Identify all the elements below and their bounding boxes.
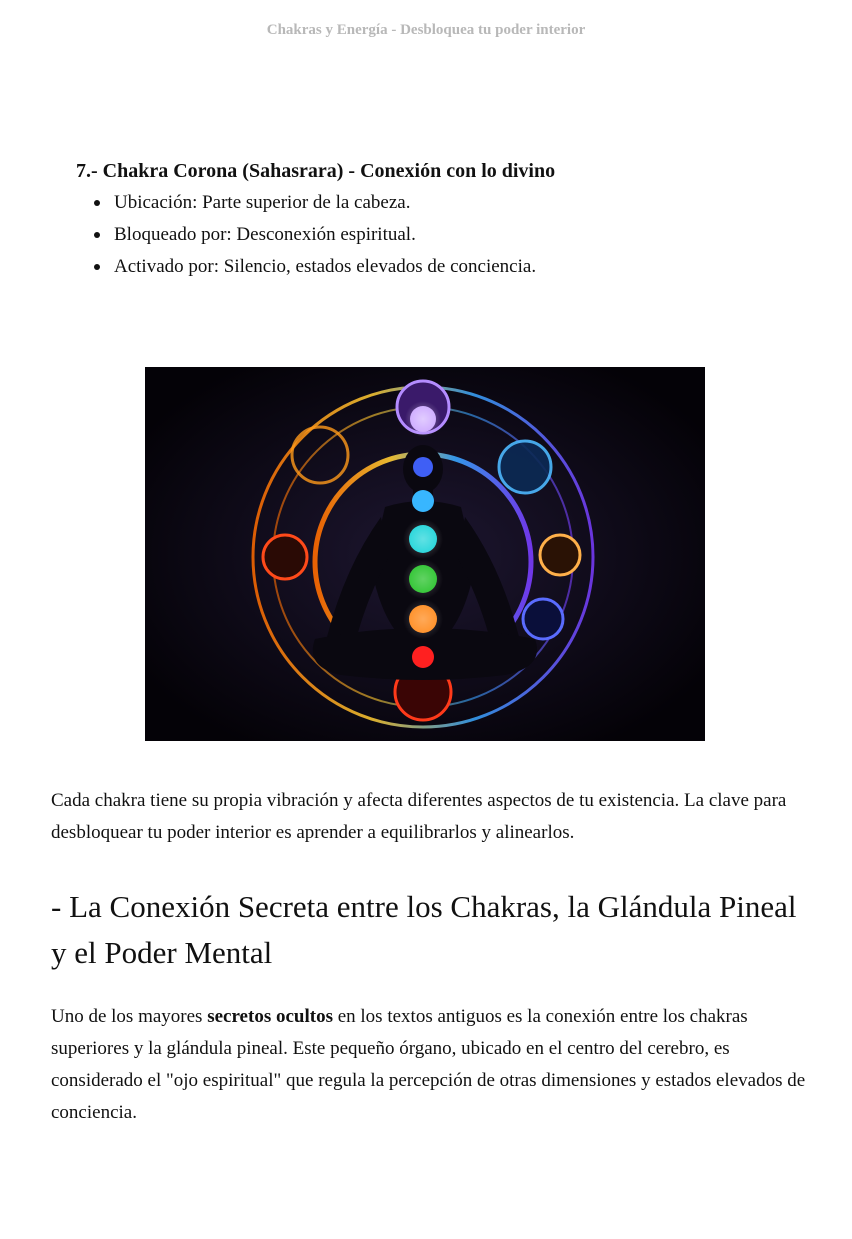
section-heading: - La Conexión Secreta entre los Chakras, la Glándula Pineal y el Poder Mental	[51, 889, 797, 970]
section-title: 7.- Chakra Corona (Sahasrara) - Conexión con lo divino	[76, 160, 556, 182]
chakra-illustration-svg	[145, 367, 705, 741]
list-item-text: Activado por: Silencio, estados elevados de conciencia.	[114, 256, 537, 277]
list-item-text: Bloqueado por: Desconexión espiritual.	[114, 224, 416, 245]
paragraph: Cada chakra tiene su propia vibración y afecta diferentes aspectos de tu existencia. La clave para desbloquear tu poder interior es aprender a equilibrarlos y alinearlos.	[51, 790, 787, 843]
paragraph	[51, 1001, 811, 1129]
list-item	[114, 219, 776, 251]
bullet-icon	[94, 264, 100, 270]
chakra-illustration	[145, 367, 705, 741]
chakra-section	[76, 157, 776, 283]
bullet-list	[76, 187, 776, 283]
list-item	[114, 187, 776, 219]
paragraph-text: Uno de los mayores	[51, 1006, 208, 1027]
running-header: Chakras y Energía - Desbloquea tu poder interior	[266, 22, 586, 38]
list-item	[114, 251, 776, 283]
bullet-icon	[94, 200, 100, 206]
list-item-text: Ubicación: Parte superior de la cabeza.	[114, 192, 411, 213]
bullet-icon	[94, 232, 100, 238]
paragraph-text: en los textos antiguos es la conexión entre los chakras superiores y la glándula pineal. Este pequeño órgano, ubicado en el centro del cerebro, es considerado el "ojo espiritual" que regula la percepción de otras dimensiones y estados elevados de conciencia.	[51, 1006, 806, 1123]
paragraph-bold-text: secretos ocultos	[207, 1006, 333, 1027]
